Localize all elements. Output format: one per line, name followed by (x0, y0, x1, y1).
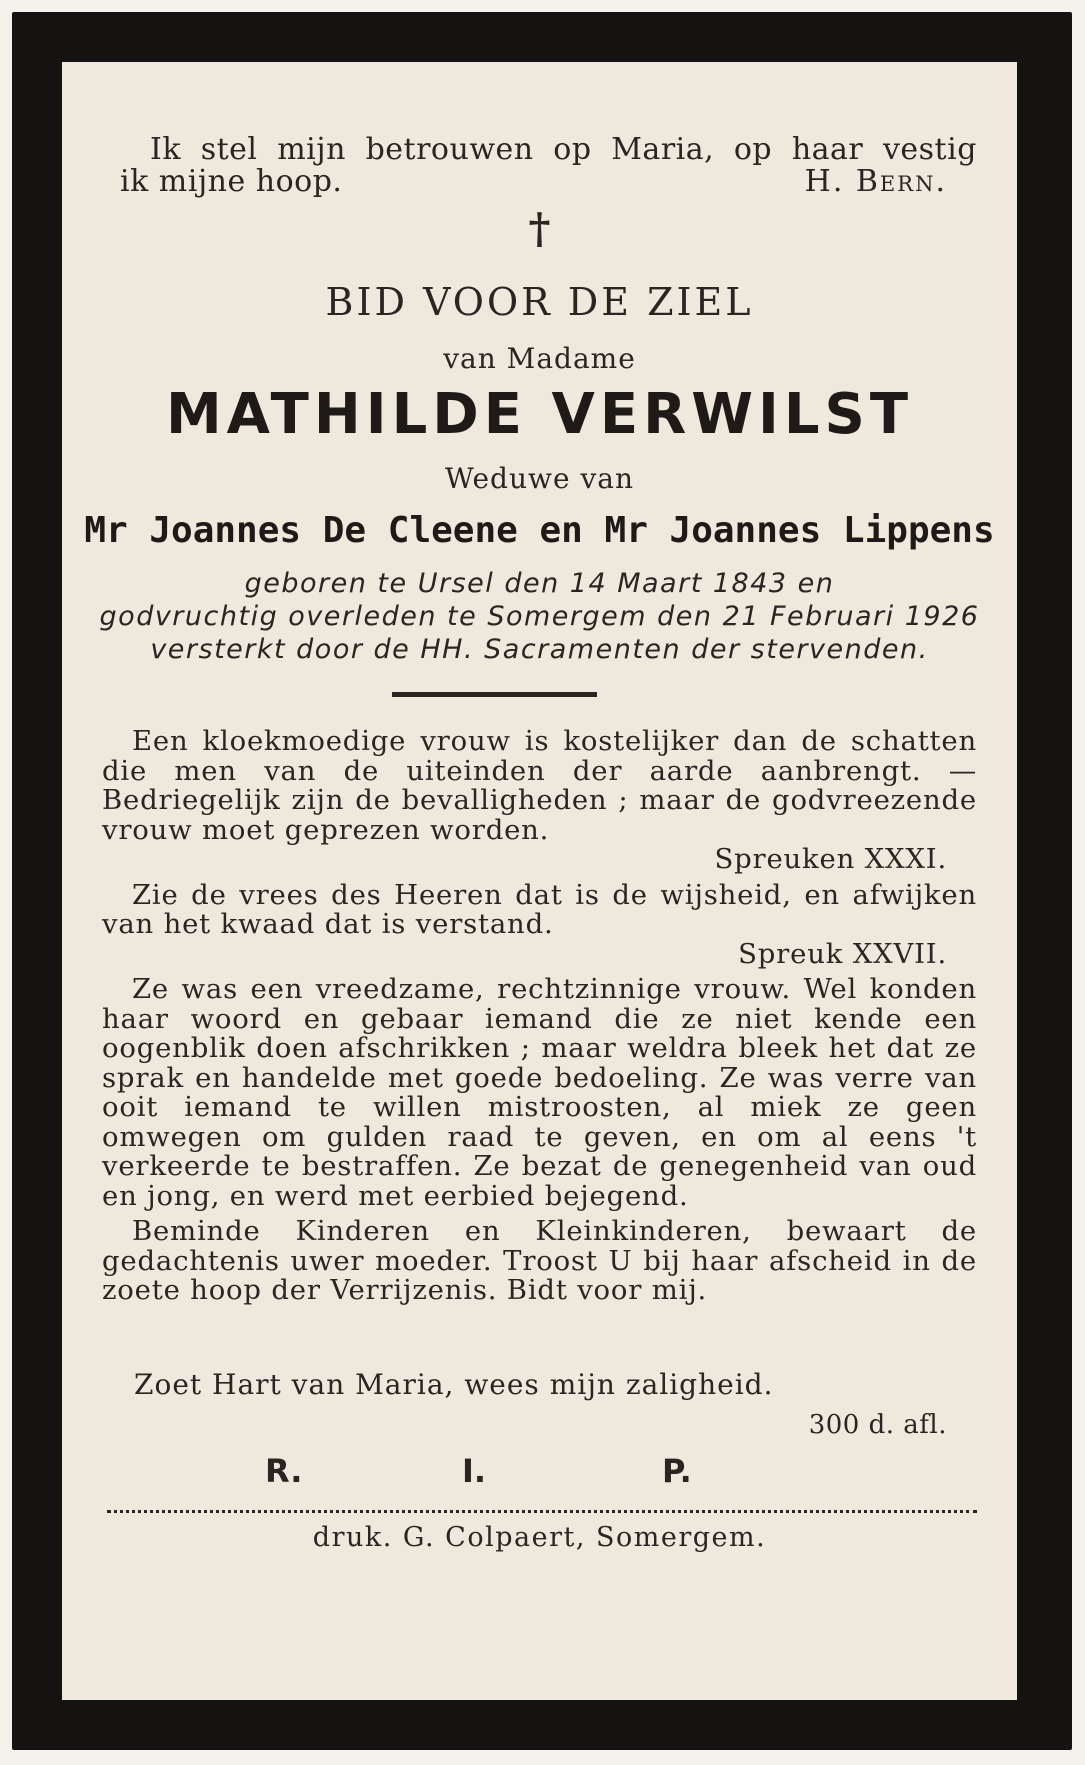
closing-prayer: Zoet Hart van Maria, wees mijn zaligheid. (134, 1368, 774, 1401)
motto-word: haar (791, 132, 864, 167)
motto-line-1 (120, 134, 977, 166)
motto-word: mijn (277, 132, 346, 167)
rip-i: I. (462, 1452, 487, 1490)
printer-credit: druk. G. Colpaert, Somergem. (312, 1522, 767, 1553)
divider (392, 692, 597, 697)
rip-p: P. (662, 1452, 692, 1490)
rip-r: R. (265, 1452, 303, 1490)
body-text (102, 727, 977, 1306)
widow-label: Weduwe van (444, 462, 634, 495)
paragraph-children: Beminde Kinderen en Kleinkinderen, bewaart de gedachtenis uwer moeder. Troost U bij haar afscheid in de zoete hoop der Verrijzenis. Bidt voor mij. (102, 1215, 977, 1306)
motto-author: H. Bern. (804, 164, 947, 199)
card-paper (62, 62, 1017, 1700)
madame-label: van Madame (443, 342, 636, 375)
motto-word: op (553, 132, 592, 167)
rip-letters (62, 1452, 1017, 1492)
motto-quote (120, 134, 977, 198)
reference-proverbs-27: Spreuk XXVII. (738, 937, 947, 970)
mourning-card (12, 12, 1072, 1750)
indulgence-note: 300 d. afl. (808, 1410, 947, 1440)
motto-line-2-text: ik mijne hoop. (120, 164, 343, 199)
deceased-name: MATHILDE VERWILST (165, 382, 914, 447)
birth-line: geboren te Ursel den 14 Maart 1843 en (244, 568, 835, 599)
paragraph-proverbs-31: Een kloekmoedige vrouw is kostelijker dan de schatten die men van de uiteinden der aarde aanbrengt. — Bedriegelijk zijn de bevalligheden ; maar de godvreezende vrouw moet geprezen worden. (102, 725, 977, 846)
sacraments-line: versterkt door de HH. Sacramenten der stervenden. (150, 634, 929, 665)
motto-word: Ik (150, 132, 182, 167)
paragraph-proverbs-27: Zie de vrees des Heeren dat is de wijsheid, en afwijken van het kwaad dat is verstand. (102, 878, 977, 940)
motto-word: Maria, (611, 132, 715, 167)
prayer-heading: BID VOOR DE ZIEL (325, 280, 754, 324)
motto-word: betrouwen (365, 132, 534, 167)
husbands-names: Mr Joannes De Cleene en Mr Joannes Lippens (84, 510, 995, 551)
dotted-divider (107, 1510, 977, 1513)
motto-line-2 (120, 166, 977, 198)
motto-word: stel (200, 132, 258, 167)
paragraph-character: Ze was een vreedzame, rechtzinnige vrouw. Wel konden haar woord en gebaar iemand die ze niet kende een oogenblik doen afschrikken ; maar weldra bleek het dat ze sprak en handelde met goede bedoeling. Ze was verre van ooit iemand te willen mistroosten, al miek ze geen omwegen om gulden raad te geven, en om al eens 't verkeerde te bestraffen. Ze bezat de genegenheid van oud en jong, en werd met eerbied bejegend. (102, 973, 977, 1212)
reference-proverbs-31: Spreuken XXXI. (714, 843, 947, 875)
birth-death-info (82, 567, 997, 666)
motto-word: op (733, 132, 773, 167)
motto-word: vestig (882, 132, 977, 167)
death-line: godvruchtig overleden te Somergem den 21 Februari 1926 (99, 601, 980, 632)
cross-icon: † (528, 204, 551, 253)
